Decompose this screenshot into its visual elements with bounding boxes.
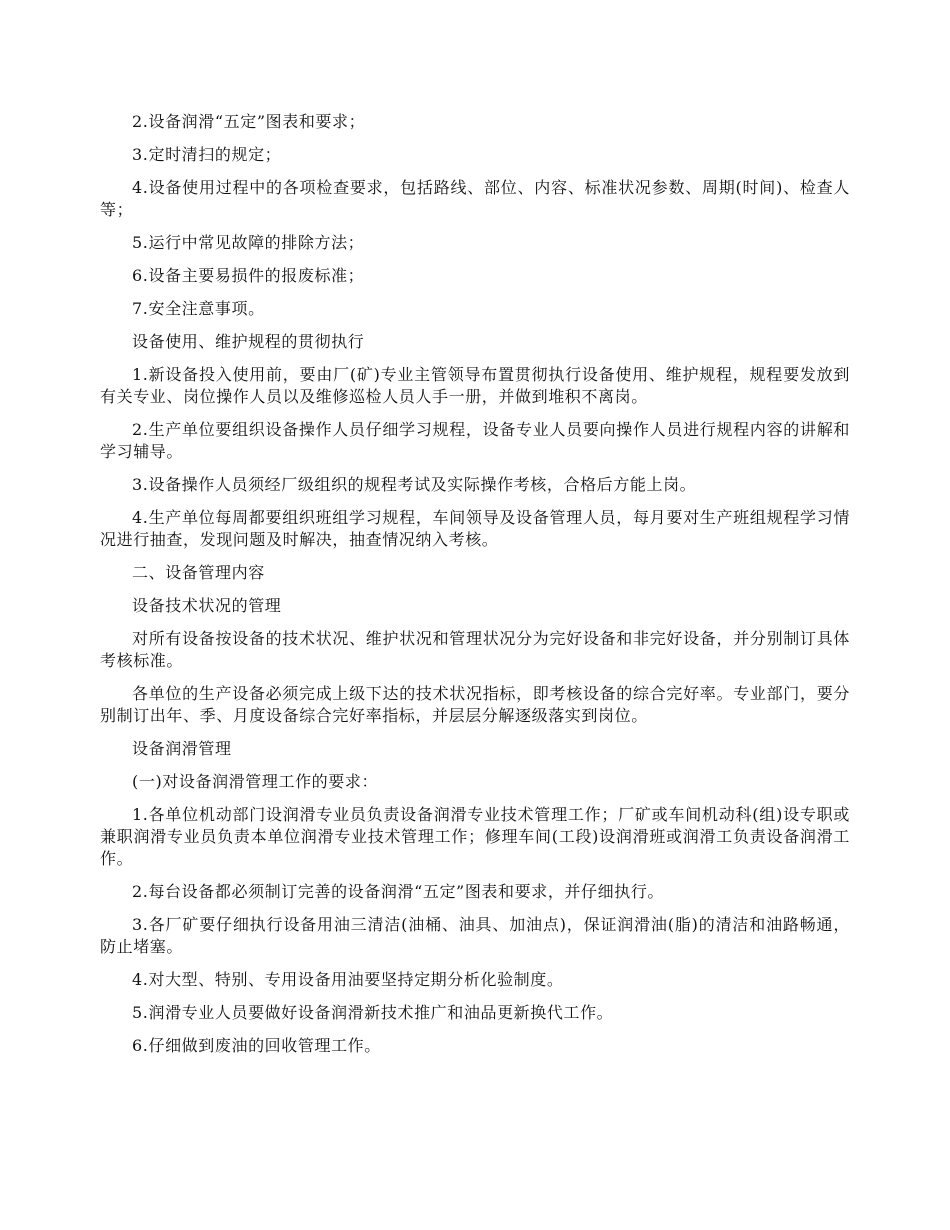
section-heading: 二、设备管理内容	[132, 563, 265, 582]
paragraph: 4.生产单位每周都要组织班组学习规程，车间领导及设备管理人员，每月要对生产班组规程学习情况进行抽查，发现问题及时解决，抽查情况纳入考核。	[100, 508, 850, 549]
paragraph: 5.润滑专业人员要做好设备润滑新技术推广和油品更新换代工作。	[132, 1003, 614, 1022]
paragraph: 4.设备使用过程中的各项检查要求，包括路线、部位、内容、标准状况参数、周期(时间)、检查人等；	[100, 178, 850, 219]
paragraph: 2.生产单位要组织设备操作人员仔细学习规程，设备专业人员要向操作人员进行规程内容的讲解和学习辅导。	[100, 420, 850, 461]
paragraph: 1.各单位机动部门设润滑专业员负责设备润滑专业技术管理工作；厂矿或车间机动科(组)设专职或兼职润滑专业员负责本单位润滑专业技术管理工作；修理车间(工段)设润滑班或润滑工负责设备润滑工作。	[100, 805, 850, 868]
paragraph: 2.设备润滑“五定”图表和要求；	[132, 112, 366, 131]
paragraph: 3.各厂矿要仔细执行设备用油三清洁(油桶、油具、加油点)，保证润滑油(脂)的清洁和油路畅通，防止堵塞。	[100, 915, 850, 956]
paragraph: 6.设备主要易损件的报废标准；	[132, 266, 365, 285]
paragraph: 5.运行中常见故障的排除方法；	[132, 233, 365, 252]
paragraph: (一)对设备润滑管理工作的要求：	[132, 772, 379, 791]
section-heading: 设备技术状况的管理	[132, 596, 282, 615]
paragraph: 各单位的生产设备必须完成上级下达的技术状况指标，即考核设备的综合完好率。专业部门，要分别制订出年、季、月度设备综合完好率指标，并层层分解逐级落实到岗位。	[100, 684, 850, 725]
paragraph: 2.每台设备都必须制订完善的设备润滑“五定”图表和要求，并仔细执行。	[132, 882, 665, 901]
paragraph: 4.对大型、特别、专用设备用油要坚持定期分析化验制度。	[132, 970, 564, 989]
paragraph: 3.定时清扫的规定；	[132, 145, 282, 164]
paragraph: 6.仔细做到废油的回收管理工作。	[132, 1036, 381, 1055]
paragraph: 7.安全注意事项。	[132, 299, 265, 318]
paragraph: 1.新设备投入使用前，要由厂(矿)专业主管领导布置贯彻执行设备使用、维护规程，规程要发放到有关专业、岗位操作人员以及维修巡检人员人手一册，并做到堆积不离岗。	[100, 365, 850, 406]
section-heading: 设备使用、维护规程的贯彻执行	[132, 332, 365, 351]
paragraph: 3.设备操作人员须经厂级组织的规程考试及实际操作考核，合格后方能上岗。	[132, 475, 697, 494]
section-heading: 设备润滑管理	[132, 739, 232, 758]
paragraph: 对所有设备按设备的技术状况、维护状况和管理状况分为完好设备和非完好设备，并分别制订具体考核标准。	[100, 629, 850, 670]
